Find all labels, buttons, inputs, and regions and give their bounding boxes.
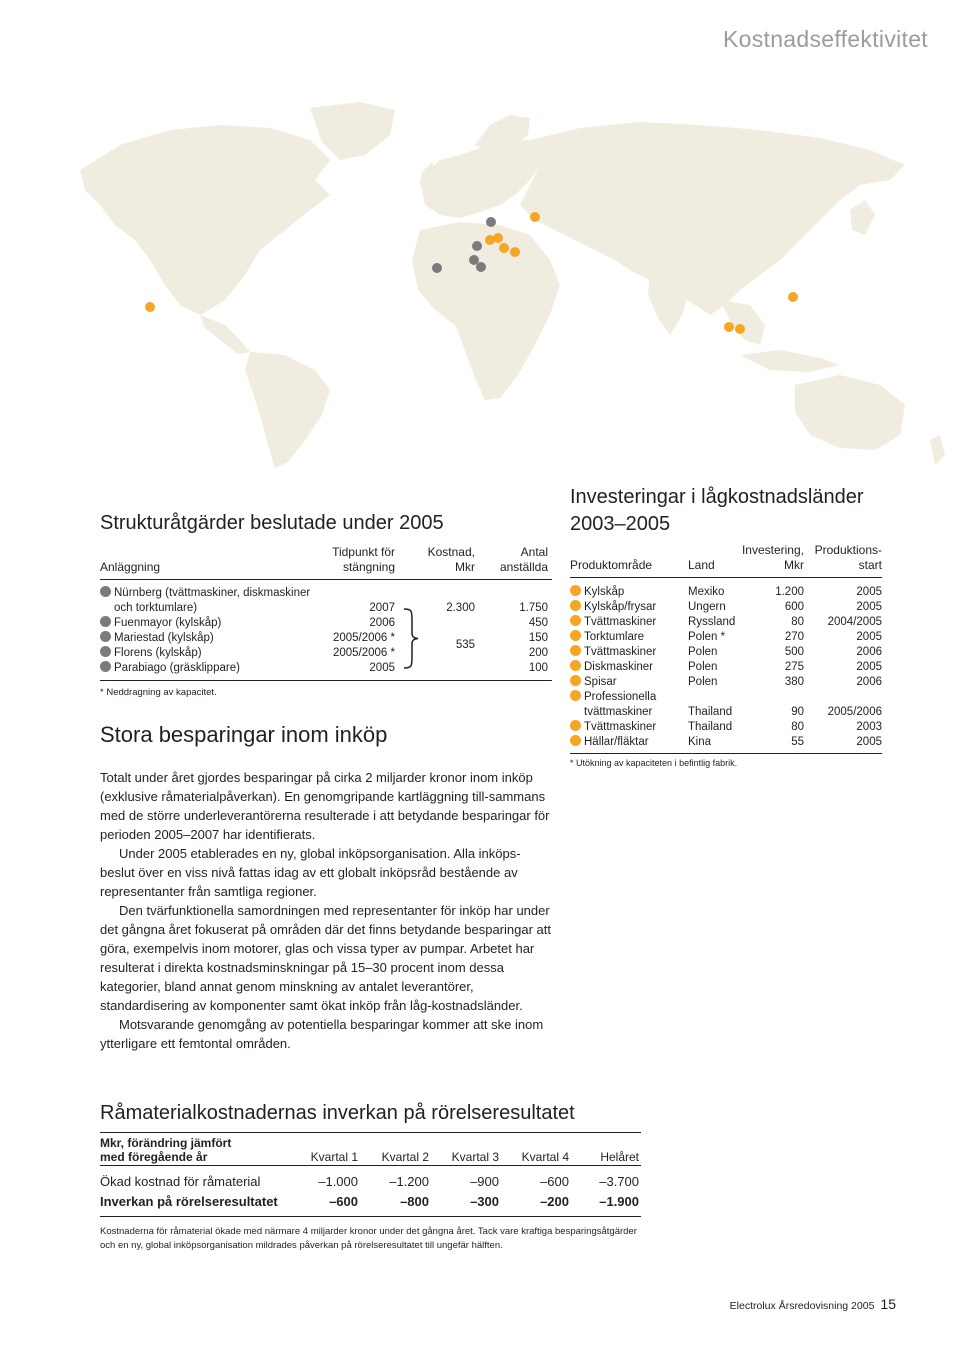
page-footer: Electrolux Årsredovisning 2005 15 [729,1296,896,1312]
col-land: Land [688,558,715,572]
restructuring-footnote: * Neddragning av kapacitet. [100,687,217,698]
table-row: Hällar/fläktar Kina 55 2005 [570,735,882,750]
savings-paragraph-1: Totalt under året gjordes besparingar på cirka 2 miljarder kronor inom inköp (exklusive råmaterialpåverkan). En genomgripande kartläggning till-sammans med de större underleverantörerna resulterade i att betydande besparingar för perioden 2005–2007 har identifierats. [100,770,550,842]
orange-dot-icon [570,735,581,746]
col-produktionsstart: Produktions- start [814,543,882,572]
table-row: Tvättmaskiner Polen 500 2006 [570,645,882,660]
grey-dot-icon [100,631,111,642]
page-number: 15 [880,1296,896,1312]
table-row: Spisar Polen 380 2006 [570,675,882,690]
grey-dot-icon [100,616,111,627]
orange-dot-icon [570,600,581,611]
raw-material-footnote: Kostnaderna för råmaterial ökade med närmare 4 miljarder kronor under det gångna året. Tack vare kraftiga besparingsåtgärder och en ny, global inköpsorganisation mildrades påverkan på rörelseresultatet till ungefär hälften. [100,1216,641,1253]
investment-table [570,484,882,768]
land-asia [520,122,905,315]
grey-dot-icon [100,586,111,597]
table-row: och torktumlare) 2007 2.300 1.750 [114,602,548,614]
col-kvartal-4: Kvartal 4 [521,1150,569,1164]
col-kvartal-2: Kvartal 2 [381,1150,429,1164]
savings-section [100,722,555,1053]
table-row: Nürnberg (tvättmaskiner, diskmaskiner [100,586,552,601]
investment-marker-russia [530,212,540,222]
orange-dot-icon [570,585,581,596]
orange-dot-icon [570,720,581,731]
restructuring-table-header [100,544,552,580]
table-row: Torktumlare Polen * 270 2005 [570,630,882,645]
restructuring-table [100,510,552,698]
orange-dot-icon [570,660,581,671]
world-map-svg [60,100,960,470]
investment-table-header [570,543,882,578]
land-central-america [200,315,250,354]
investment-table-body [570,578,882,750]
land-indonesia [740,350,840,372]
table-row: Florens (kylskåp) 2005/2006 * 200 [100,646,552,661]
col-kvartal-1: Kvartal 1 [310,1150,358,1164]
land-africa [412,222,560,400]
plant-marker-florens [476,262,486,272]
plant-marker-mariestad [486,217,496,227]
grey-dot-icon [100,646,111,657]
investment-title: Investeringar i lågkostnadsländer 2003–2005 [570,486,864,535]
table-row: Parabiago (gräsklippare) 2005 100 [100,661,552,676]
savings-paragraph-2: Under 2005 etablerades en ny, global inköpsorganisation. Alla inköps-beslut över en viss nivå fattas idag av ett globalt inköpsråd bestående av representanter från samtliga regioner. [100,846,521,899]
col-tidpunkt: Tidpunkt för stängning [332,545,395,574]
raw-material-table-body [100,1166,641,1212]
investment-marker-poland-2 [493,233,503,243]
table-row: Tvättmaskiner Thailand 80 2003 [570,720,882,735]
col-investering: Investering, Mkr [741,543,804,572]
land-south-america [245,352,330,468]
orange-dot-icon [570,675,581,686]
raw-material-title: Råmaterialkostnadernas inverkan på rörelseresultatet [100,1102,575,1124]
col-anlaggning: Anläggning [100,560,161,574]
orange-dot-icon [570,630,581,641]
table-row: Kylskåp/frysar Ungern 600 2005 [570,600,882,615]
plant-marker-fuenmayor [432,263,442,273]
col-kvartal-3: Kvartal 3 [451,1150,499,1164]
table-rule [570,753,882,754]
table-row: Fuenmayor (kylskåp) 2006 450 [100,616,552,631]
land-southeast-asia [720,300,765,345]
restructuring-title: Strukturåtgärder beslutade under 2005 [100,512,444,534]
col-helaret: Helåret [600,1150,639,1164]
investment-marker-poland-3 [499,243,509,253]
land-japan [850,200,875,235]
table-row: Mariestad (kylskåp) 2005/2006 * 535 150 [100,631,552,646]
investment-marker-china [788,292,798,302]
map-land [80,102,945,468]
restructuring-table-body [100,580,552,676]
land-new-zealand [930,435,945,465]
savings-title: Stora besparingar inom inköp [100,722,388,747]
table-row: tvättmaskiner Thailand 90 2005/2006 [584,706,882,718]
world-map [60,100,960,470]
orange-dot-icon [570,645,581,656]
table-row: Ökad kostnad för råmaterial –1.000 –1.200 –900 –600 –3.700 [100,1174,639,1189]
orange-dot-icon [570,615,581,626]
investment-marker-mexico [145,302,155,312]
land-north-america [80,125,330,315]
table-row: Tvättmaskiner Ryssland 80 2004/2005 [570,615,882,630]
savings-paragraph-3: Den tvärfunktionella samordningen med representanter för inköp har under det gångna året fokuserat på områden där det finns betydande besparingar att göra, exempelvis inom motorer, glas och vissa typer av pumpar. Arbetet har resulterat i direkta kostnadsminskningar på 15–30 procent inom dessa kategorier, bland annat genom minskning av antalet leverantörer, standardisering av komponenter samt ökat inköp från låg-kostnadsländer. [100,903,551,1013]
plant-marker-nurnberg [472,241,482,251]
page-section-title: Kostnadseffektivitet [722,26,928,52]
orange-dot-icon [570,690,581,701]
raw-material-table [100,1100,641,1253]
grouped-cost: 535 [455,639,475,651]
header-description: Mkr, förändring jämfört med föregående år [100,1136,232,1164]
curly-brace-icon [402,607,422,670]
table-row: Diskmaskiner Polen 275 2005 [570,660,882,675]
land-australia [795,375,905,450]
land-greenland [310,102,395,160]
investment-footnote: * Utökning av kapaciteten i befintlig fabrik. [570,758,738,768]
investment-marker-hungary [510,247,520,257]
table-row: Inverkan på rörelseresultatet –600 –800 –300 –200 –1.900 [100,1194,639,1209]
investment-marker-thailand-2 [735,324,745,334]
raw-material-table-header [100,1132,641,1166]
table-row: Kylskåp Mexiko 1.200 2005 [570,585,882,600]
investment-marker-thailand-1 [724,322,734,332]
table-row: Professionella [570,690,882,705]
col-antal: Antal anställda [499,545,548,574]
grey-dot-icon [100,661,111,672]
table-rule [100,680,552,681]
col-kostnad: Kostnad, Mkr [427,545,475,574]
col-produktomrade: Produktområde [570,558,653,572]
savings-paragraph-4: Motsvarande genomgång av potentiella besparingar kommer att ske inom ytterligare ett femtontal områden. [100,1017,544,1051]
